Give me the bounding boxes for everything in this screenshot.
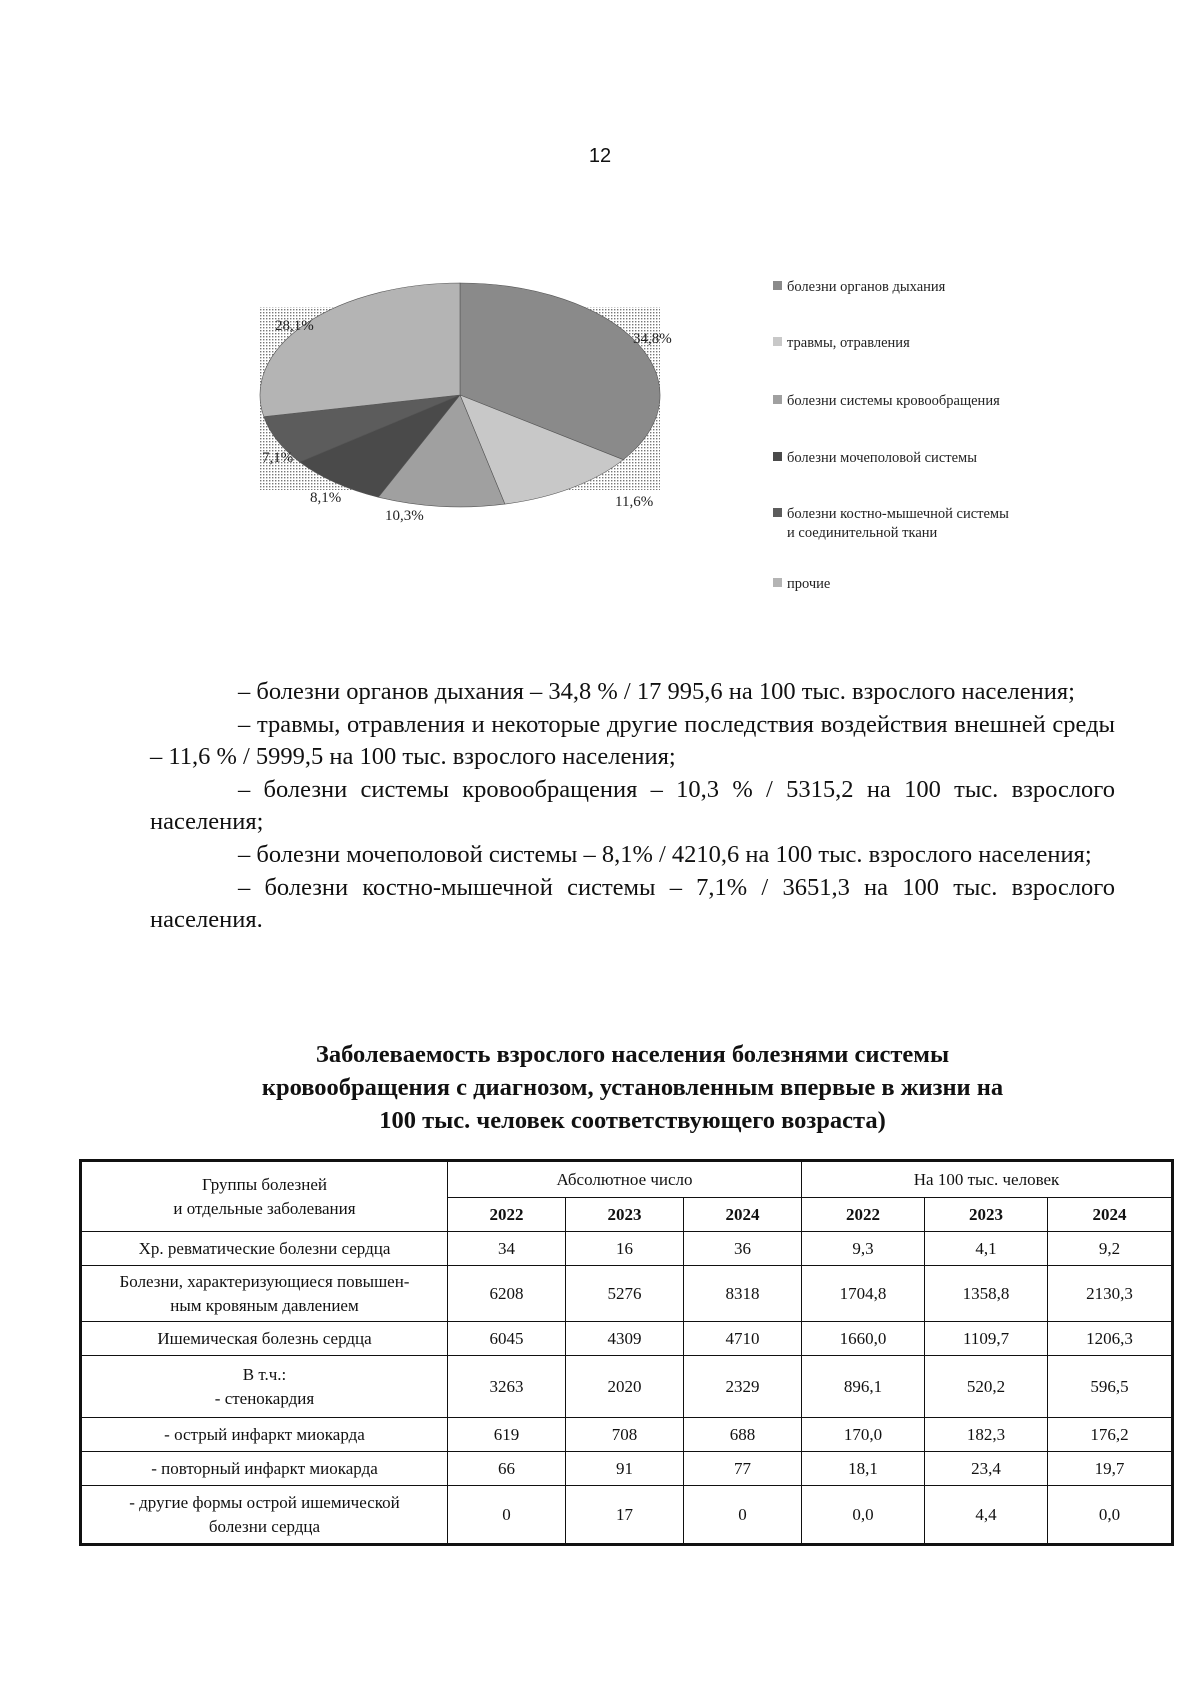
row-label-line: - повторный инфаркт миокарда [151, 1458, 378, 1478]
row-label [82, 1266, 448, 1322]
row-label-line: Ишемическая болезнь сердца [157, 1328, 372, 1348]
table-row [82, 1486, 1172, 1544]
table-cell: 23,4 [925, 1452, 1048, 1486]
row-label-line: - острый инфаркт миокарда [164, 1424, 365, 1444]
row-label [82, 1452, 448, 1486]
legend-swatch [773, 281, 782, 290]
slice-label: 8,1% [310, 490, 342, 506]
table-cell: 36 [684, 1232, 802, 1266]
table-cell: 18,1 [802, 1452, 925, 1486]
table-cell: 6045 [448, 1322, 566, 1356]
legend-swatch [773, 508, 782, 517]
legend-label: болезни костно-мышечной системы [787, 506, 1009, 522]
table-title-line-2: кровообращения с диагнозом, установленным впервые в жизни на [261, 1074, 1004, 1101]
table-cell: 19,7 [1048, 1452, 1172, 1486]
legend-item [773, 449, 977, 468]
legend-item [773, 392, 1000, 411]
table-row [82, 1356, 1172, 1418]
legend-label: болезни системы кровообращения [787, 393, 1000, 409]
table-title-line-1: Заболеваемость взрослого населения болезнями системы [315, 1041, 950, 1068]
legend-swatch [773, 395, 782, 404]
table-cell: 66 [448, 1452, 566, 1486]
header-absolute: Абсолютное число [448, 1162, 802, 1198]
morbidity-table [81, 1161, 1172, 1544]
table-cell: 0,0 [1048, 1486, 1172, 1544]
table-cell: 1660,0 [802, 1322, 925, 1356]
row-label-line: ным кровяным давлением [170, 1295, 359, 1315]
table-cell: 1206,3 [1048, 1322, 1172, 1356]
table-cell: 0 [684, 1486, 802, 1544]
slice-label: 11,6% [615, 494, 654, 510]
row-label-line: Хр. ревматические болезни сердца [138, 1238, 391, 1258]
body-text [150, 676, 1115, 937]
header-year: 2024 [684, 1198, 802, 1232]
table-row [82, 1322, 1172, 1356]
legend-label: прочие [787, 576, 831, 592]
row-label [82, 1486, 448, 1544]
header-per-100k: На 100 тыс. человек [802, 1162, 1172, 1198]
legend-item [773, 334, 910, 353]
table-cell: 4309 [566, 1322, 684, 1356]
table-cell: 708 [566, 1418, 684, 1452]
table-cell: 5276 [566, 1266, 684, 1322]
slice-label: 10,3% [385, 508, 424, 524]
table-title [150, 1038, 1115, 1137]
table-row [82, 1418, 1172, 1452]
pie-slice [260, 283, 460, 417]
header-disease-group [82, 1162, 448, 1232]
legend-label: травмы, отравления [787, 335, 910, 351]
table-cell: 4,4 [925, 1486, 1048, 1544]
slice-label: 28,1% [275, 318, 314, 334]
table-cell: 1109,7 [925, 1322, 1048, 1356]
header-year: 2022 [802, 1198, 925, 1232]
table-cell: 34 [448, 1232, 566, 1266]
pie-chart-svg [230, 270, 730, 570]
table-cell: 2329 [684, 1356, 802, 1418]
legend-label: и соединительной ткани [787, 525, 938, 541]
table-cell: 3263 [448, 1356, 566, 1418]
table-cell: 176,2 [1048, 1418, 1172, 1452]
table-cell: 2020 [566, 1356, 684, 1418]
header-group-line-1: Группы болезней [201, 1174, 328, 1194]
legend-label: болезни мочеполовой системы [787, 450, 977, 466]
table-cell: 0,0 [802, 1486, 925, 1544]
legend-item [773, 278, 945, 297]
table-cell: 16 [566, 1232, 684, 1266]
header-group-line-2: и отдельные заболевания [173, 1198, 356, 1218]
page-number: 12 [588, 145, 612, 167]
table-cell: 9,2 [1048, 1232, 1172, 1266]
table-cell: 596,5 [1048, 1356, 1172, 1418]
row-label [82, 1418, 448, 1452]
table-title-line-3: 100 тыс. человек соответствующего возраста) [379, 1107, 886, 1134]
table-cell: 170,0 [802, 1418, 925, 1452]
legend-item [773, 575, 830, 594]
pie-chart [230, 270, 1130, 650]
legend-swatch [773, 452, 782, 461]
body-paragraph: – болезни системы кровообращения – 10,3 % / 5315,2 на 100 тыс. взрослого населения; [150, 775, 1115, 836]
row-label-line: В т.ч.: [242, 1364, 287, 1384]
table-row [82, 1452, 1172, 1486]
table-cell: 4710 [684, 1322, 802, 1356]
row-label [82, 1322, 448, 1356]
slice-label: 7,1% [262, 450, 294, 466]
body-paragraph: – травмы, отравления и некоторые другие последствия воздействия внешней среды – 11,6 % / 5999,5 на 100 тыс. взрослого населения; [150, 710, 1115, 771]
table-header-row [82, 1162, 1172, 1198]
legend-swatch [773, 578, 782, 587]
legend-item [773, 505, 1009, 543]
table-cell: 1358,8 [925, 1266, 1048, 1322]
body-paragraph: – болезни мочеполовой системы – 8,1% / 4210,6 на 100 тыс. взрослого населения; [238, 840, 1092, 868]
slice-label: 34,8% [633, 331, 672, 347]
table-cell: 619 [448, 1418, 566, 1452]
table-cell: 182,3 [925, 1418, 1048, 1452]
table-cell: 2130,3 [1048, 1266, 1172, 1322]
header-year: 2023 [566, 1198, 684, 1232]
row-label [82, 1232, 448, 1266]
legend-label: болезни органов дыхания [787, 279, 946, 295]
body-paragraph: – болезни органов дыхания – 34,8 % / 17 995,6 на 100 тыс. взрослого населения; [238, 678, 1075, 705]
table-row [82, 1232, 1172, 1266]
row-label-line: болезни сердца [208, 1516, 321, 1536]
table-cell: 688 [684, 1418, 802, 1452]
table-cell: 6208 [448, 1266, 566, 1322]
table-cell: 77 [684, 1452, 802, 1486]
table-cell: 1704,8 [802, 1266, 925, 1322]
header-year: 2023 [925, 1198, 1048, 1232]
table-cell: 9,3 [802, 1232, 925, 1266]
row-label [82, 1356, 448, 1418]
table-row [82, 1266, 1172, 1322]
body-paragraph: – болезни костно-мышечной системы – 7,1% / 3651,3 на 100 тыс. взрослого населения. [150, 873, 1115, 934]
header-year: 2024 [1048, 1198, 1172, 1232]
table-cell: 0 [448, 1486, 566, 1544]
row-label-line: Болезни, характеризующиеся повышен- [119, 1271, 410, 1291]
table-cell: 4,1 [925, 1232, 1048, 1266]
table-cell: 896,1 [802, 1356, 925, 1418]
row-label-line: - стенокардия [214, 1388, 315, 1408]
table-cell: 91 [566, 1452, 684, 1486]
table-cell: 520,2 [925, 1356, 1048, 1418]
table-cell: 17 [566, 1486, 684, 1544]
header-year: 2022 [448, 1198, 566, 1232]
legend-swatch [773, 337, 782, 346]
row-label-line: - другие формы острой ишемической [129, 1492, 400, 1512]
table-cell: 8318 [684, 1266, 802, 1322]
